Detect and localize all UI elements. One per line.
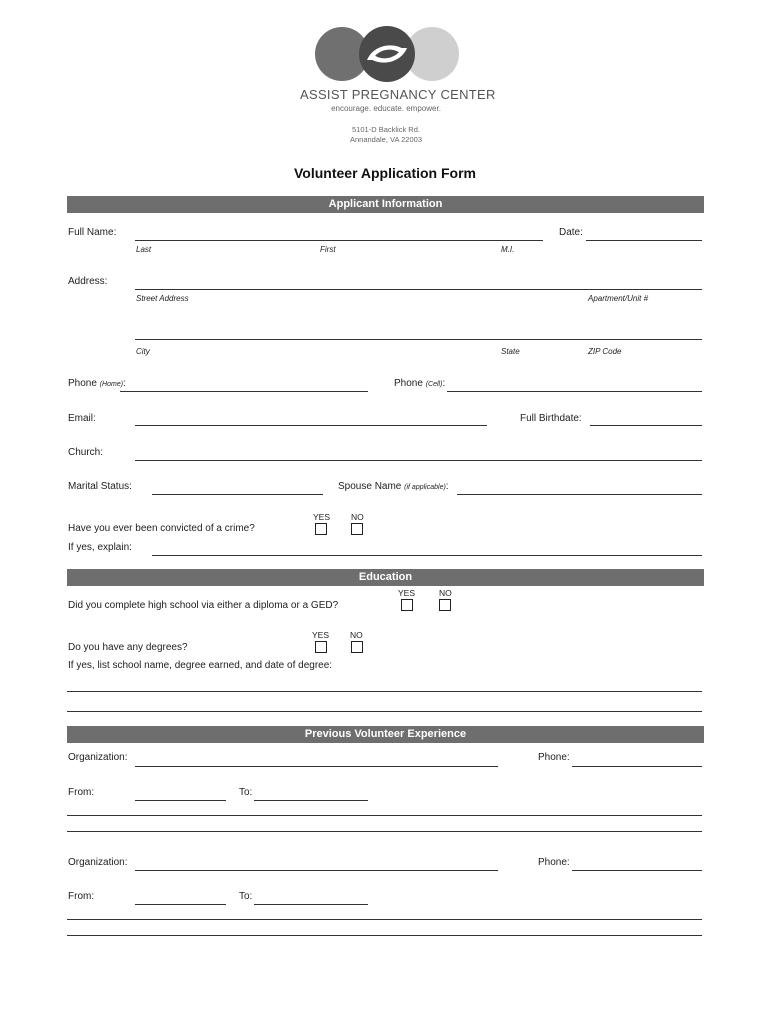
- degree-no-checkbox[interactable]: [351, 641, 363, 653]
- hs-no-checkbox[interactable]: [439, 599, 451, 611]
- zip-caption: ZIP Code: [588, 347, 622, 356]
- org-phone-field-2[interactable]: [572, 870, 702, 871]
- organization-field-2[interactable]: [135, 870, 498, 871]
- organization-label-1: Organization:: [68, 752, 128, 763]
- crime-no-label: NO: [351, 512, 364, 522]
- email-label: Email:: [68, 413, 96, 424]
- page-title: Volunteer Application Form: [293, 165, 476, 181]
- colon: :: [442, 378, 446, 389]
- volunteer-notes-2a[interactable]: [67, 919, 702, 920]
- cell-note: (Cell): [425, 381, 443, 388]
- address-label: Address:: [68, 276, 108, 287]
- to-label-1: To:: [239, 787, 253, 798]
- to-field-1[interactable]: [254, 800, 368, 801]
- state-caption: State: [501, 347, 520, 356]
- spouse-label: Spouse Name: [338, 481, 402, 492]
- logo-address-line1: 5101-D Backlick Rd.: [352, 125, 420, 134]
- degree-list-label: If yes, list school name, degree earned, and date of degree:: [68, 660, 333, 671]
- hs-no-label: NO: [439, 588, 452, 598]
- church-label: Church:: [68, 447, 104, 458]
- full-name-field[interactable]: [135, 240, 543, 241]
- marital-status-field[interactable]: [152, 494, 323, 495]
- org-phone-label-2: Phone:: [538, 857, 570, 868]
- phone-cell-label: [394, 378, 445, 391]
- organization-field-1[interactable]: [135, 766, 498, 767]
- first-name-caption: First: [320, 245, 336, 254]
- birthdate-label: Full Birthdate:: [520, 413, 582, 424]
- from-field-1[interactable]: [135, 800, 226, 801]
- org-phone-field-1[interactable]: [572, 766, 702, 767]
- date-label: Date:: [559, 227, 583, 238]
- from-field-2[interactable]: [135, 904, 226, 905]
- volunteer-notes-1b[interactable]: [67, 831, 702, 832]
- to-label-2: To:: [239, 891, 253, 902]
- hs-yes-checkbox[interactable]: [401, 599, 413, 611]
- degree-field-2[interactable]: [67, 711, 702, 712]
- crime-yes-label: YES: [313, 512, 331, 522]
- last-name-caption: Last: [136, 245, 152, 254]
- org-phone-label-1: Phone:: [538, 752, 570, 763]
- organization-label-2: Organization:: [68, 857, 128, 868]
- phone-home-label: [68, 378, 126, 391]
- phone-label: Phone: [68, 378, 97, 389]
- high-school-question: Did you complete high school via either a diploma or a GED?: [68, 600, 339, 611]
- phone-home-field[interactable]: [120, 391, 368, 392]
- section-header-education: Education: [67, 569, 704, 586]
- apartment-caption: Apartment/Unit #: [588, 294, 649, 303]
- section-header-volunteer: Previous Volunteer Experience: [67, 726, 704, 743]
- church-field[interactable]: [135, 460, 702, 461]
- middle-initial-caption: M.I.: [501, 245, 515, 254]
- colon: :: [445, 481, 449, 492]
- marital-status-label: Marital Status:: [68, 481, 132, 492]
- date-field[interactable]: [586, 240, 702, 241]
- degree-yes-checkbox[interactable]: [315, 641, 327, 653]
- spouse-name-field[interactable]: [457, 494, 702, 495]
- logo-address-line2: Annandale, VA 22003: [349, 135, 422, 144]
- degree-question: Do you have any degrees?: [68, 642, 188, 653]
- phone-cell-field[interactable]: [447, 391, 702, 392]
- phone-label: Phone: [394, 378, 423, 389]
- home-note: (Home): [99, 381, 124, 388]
- street-address-caption: Street Address: [136, 294, 189, 303]
- logo-name: ASSIST PREGNANCY CENTER: [300, 87, 496, 102]
- degree-yes-label: YES: [312, 630, 330, 640]
- crime-yes-checkbox[interactable]: [315, 523, 327, 535]
- crime-question: Have you ever been convicted of a crime?: [68, 523, 255, 534]
- crime-no-checkbox[interactable]: [351, 523, 363, 535]
- city-state-zip-field[interactable]: [135, 339, 702, 340]
- email-field[interactable]: [135, 425, 487, 426]
- volunteer-notes-2b[interactable]: [67, 935, 702, 936]
- logo-tagline: encourage. educate. empower.: [331, 104, 441, 113]
- spouse-note: (if applicable): [404, 484, 446, 491]
- city-caption: City: [136, 347, 150, 356]
- logo-circles-icon: [312, 26, 462, 84]
- section-header-applicant: Applicant Information: [67, 196, 704, 213]
- birthdate-field[interactable]: [590, 425, 702, 426]
- colon: :: [123, 378, 126, 389]
- to-field-2[interactable]: [254, 904, 368, 905]
- volunteer-notes-1a[interactable]: [67, 815, 702, 816]
- from-label-1: From:: [68, 787, 95, 798]
- from-label-2: From:: [68, 891, 95, 902]
- logo: [312, 26, 462, 84]
- crime-explain-field[interactable]: [152, 555, 702, 556]
- degree-field-1[interactable]: [67, 691, 702, 692]
- degree-no-label: NO: [350, 630, 363, 640]
- full-name-label: Full Name:: [68, 227, 117, 238]
- street-address-field[interactable]: [135, 289, 702, 290]
- crime-explain-label: If yes, explain:: [68, 542, 132, 553]
- hs-yes-label: YES: [398, 588, 416, 598]
- spouse-name-label: [338, 481, 449, 494]
